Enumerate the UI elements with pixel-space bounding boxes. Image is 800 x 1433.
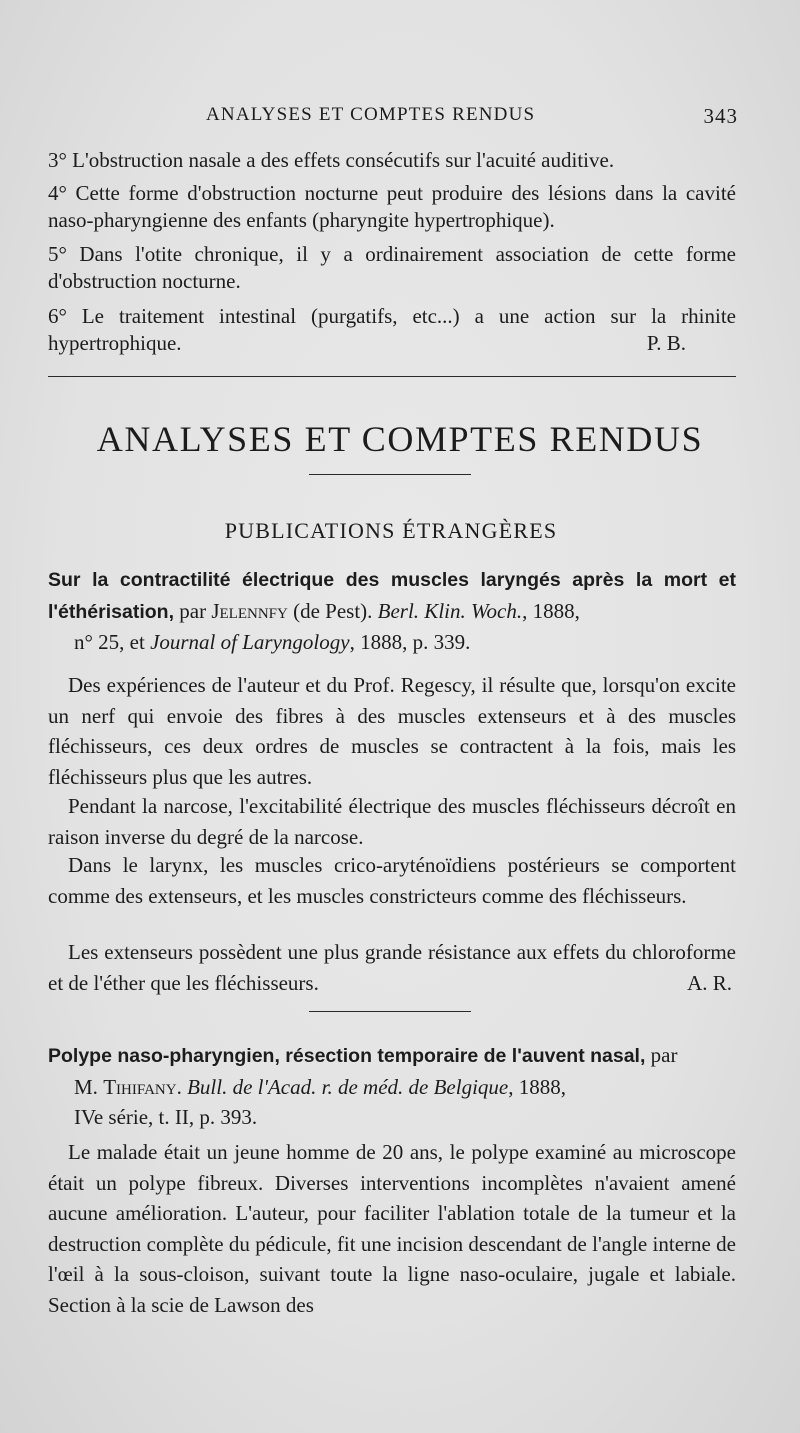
article2-paragraph: Le malade était un jeune homme de 20 ans, le polype examiné au microscope était un polype fibreux. Diverses interventions incomplètes n'avaient amené aucune amélioration. L'auteur, pour faciliter l'ablation totale de la tumeur et la destruction complète du pédicule, fit une incision descendant de l'angle interne de l'œil à la sous-cloison, suivant toute la ligne naso-oculaire, jugale et labiale. Section à la scie de Lawson des [48, 1140, 736, 1317]
page-number: 343 [703, 104, 738, 128]
article1-journal: Berl. Klin. Woch. [377, 598, 523, 623]
review-item-5: 5° Dans l'otite chronique, il y a ordinairement association de cette forme d'obstruction nocturne. [48, 242, 736, 293]
title-divider [309, 474, 471, 475]
article1-paragraph: Des expériences de l'auteur et du Prof. Regescy, il résulte que, lorsqu'on excite un nerf qui envoie des fibres à des muscles extenseurs et à des muscles fléchisseurs, ces deux ordres de muscles se contractent à la fois, mais les fléchisseurs plus que les autres. [48, 673, 736, 789]
article1-paragraph: Les extenseurs possèdent une plus grande résistance aux effets du chloroforme et de l'éther que les fléchisseurs. A. R. [48, 937, 736, 998]
article-divider [309, 1011, 471, 1012]
article1-paragraph: Dans le larynx, les muscles crico-aryténoïdiens postérieurs se comportent comme des extenseurs, et les muscles constricteurs comme des fléchisseurs. [48, 853, 736, 908]
subsection-title: PUBLICATIONS ÉTRANGÈRES [224, 518, 558, 543]
article1-reference: Sur la contractilité électrique des muscles laryngés après la mort et l'éthérisation, par Jelennfy (de Pest). Berl. Klin. Woch., 1888, n° 25, et Journal of Laryngology, 1888, p. 339. [48, 569, 736, 654]
section-divider [48, 376, 736, 377]
article2-reference: Polype naso-pharyngien, résection temporaire de l'auvent nasal, par M. Tihifany. Bull. de l'Acad. r. de méd. de Belgique, 1888, IVe série, t. II, p. 393. [48, 1043, 678, 1129]
article1-author: Jelennfy [211, 598, 288, 623]
article2-series: IVe série, t. II, p. 393. [74, 1105, 258, 1129]
article1-signature: A. R. [687, 970, 732, 995]
article2-title: Polype naso-pharyngien, résection temporaire de l'auvent nasal, [48, 1045, 646, 1067]
article2-journal: Bull. de l'Acad. r. de méd. de Belgique [187, 1074, 509, 1099]
running-head [48, 104, 738, 134]
article1-journal2: Journal of Laryngology [150, 630, 350, 654]
section-title: ANALYSES ET COMPTES RENDUS [96, 419, 704, 459]
article2-author: Tihifany. [103, 1074, 182, 1099]
review-item-4: 4° Cette forme d'obstruction nocturne peut produire des lésions dans la cavité naso-pharyngienne des enfants (pharyngite hypertrophique). [48, 181, 736, 232]
review-item-6: 6° Le traitement intestinal (purgatifs, etc...) a une action sur la rhinite hypertrophique. P. B. [48, 304, 736, 355]
article1-paragraph: Pendant la narcose, l'excitabilité électrique des muscles fléchisseurs décroît en raison inverse du degré de la narcose. [48, 794, 736, 849]
running-head-title: ANALYSES ET COMPTES RENDUS [206, 104, 536, 125]
review-signature: P. B. [646, 331, 686, 355]
article1-title: Sur la contractilité électrique des muscles laryngés après la mort et l'éthérisation, [48, 569, 736, 623]
review-item-3: 3° L'obstruction nasale a des effets consécutifs sur l'acuité auditive. [48, 148, 615, 172]
